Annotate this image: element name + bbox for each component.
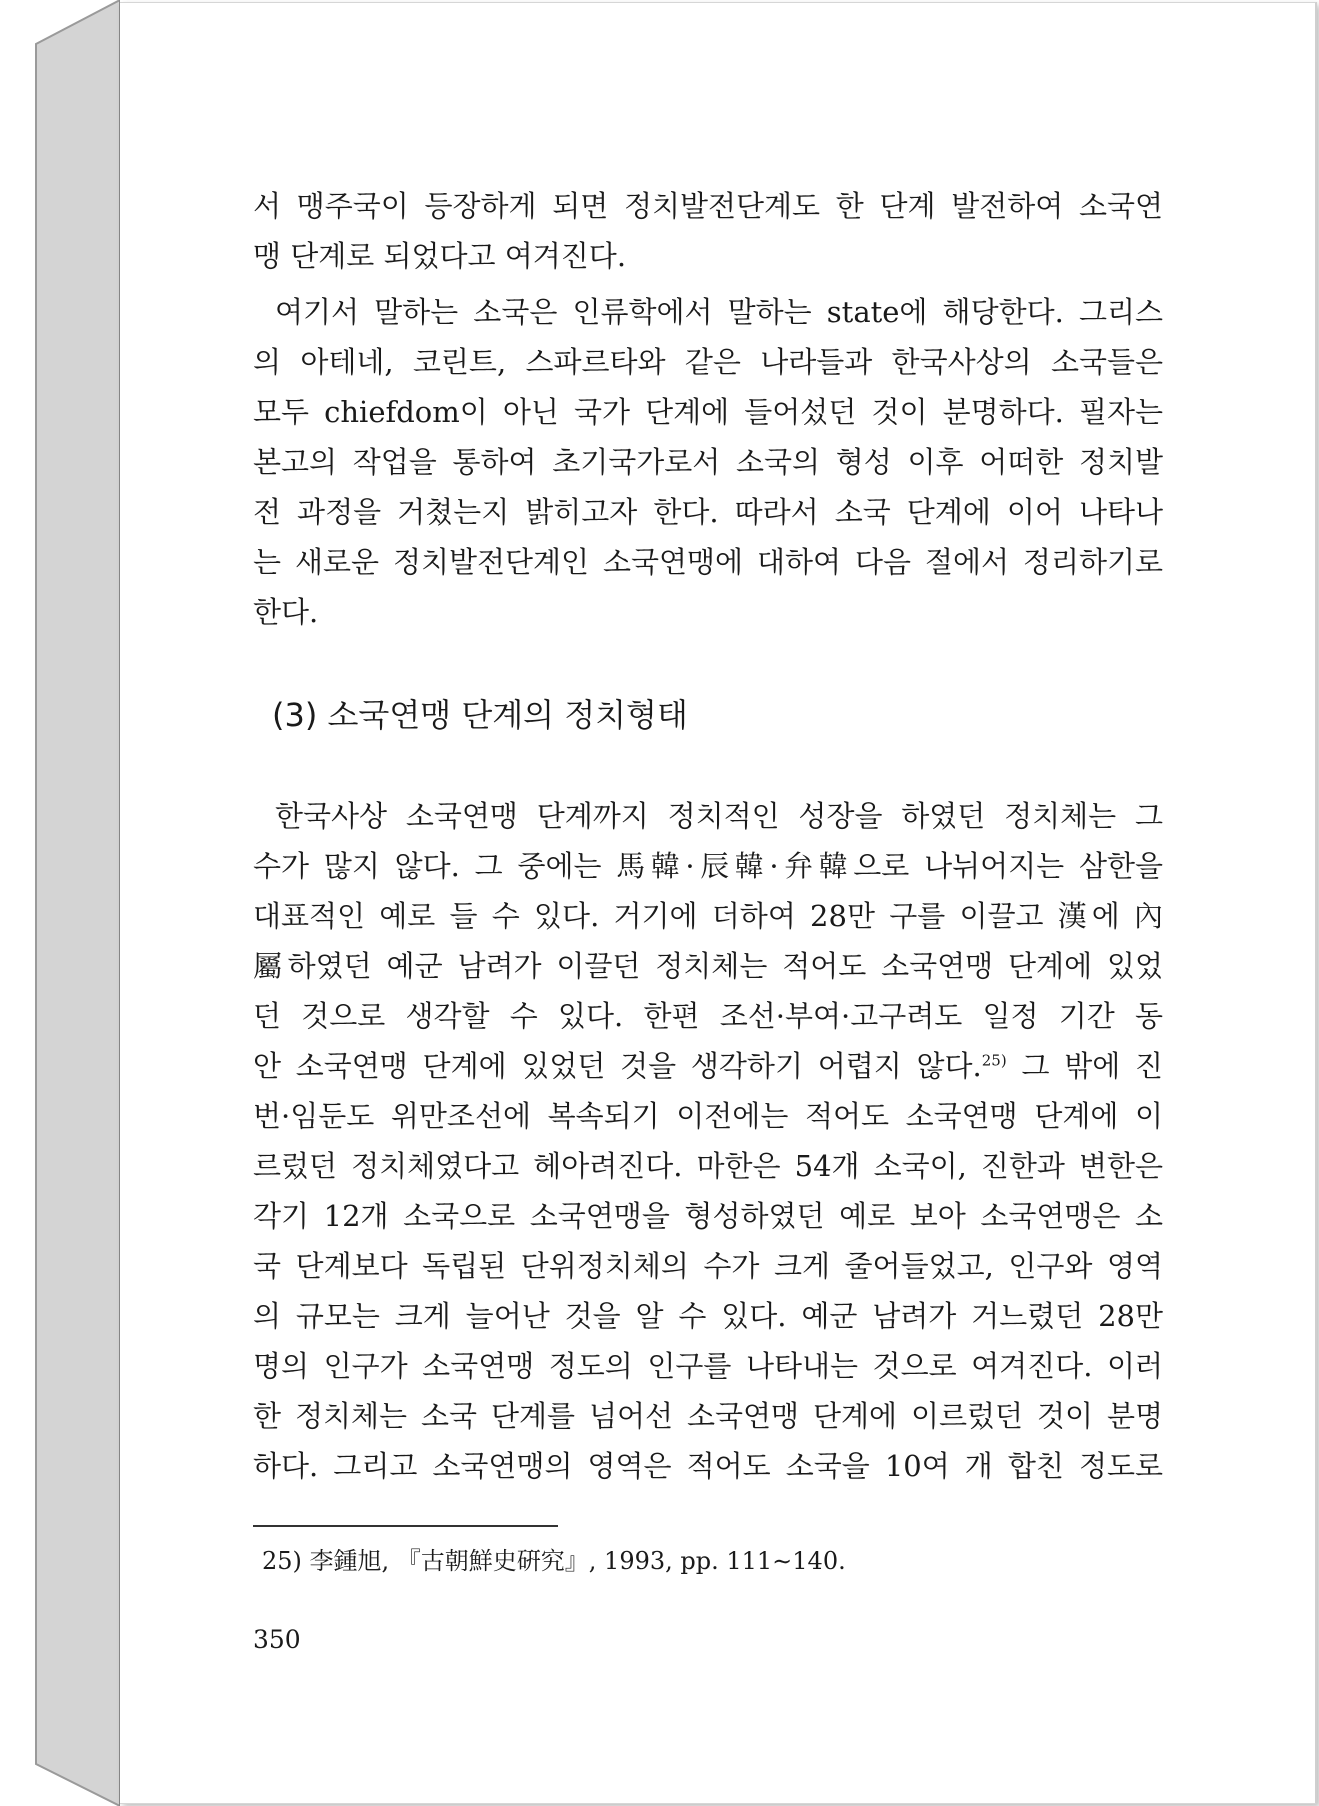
text-line: 한국사상 소국연맹 단계까지 정치적인 성장을 하였던 정치체는 그 <box>275 799 1163 833</box>
paragraph-3 <box>253 791 1163 1491</box>
text-line: 던 것으로 생각할 수 있다. 한편 조선·부여·고구려도 일정 기간 동 <box>253 999 1163 1033</box>
text-line: 한다. <box>253 595 319 629</box>
section-heading: (3) 소국연맹 단계의 정치형태 <box>272 696 688 734</box>
text-line: 한 정치체는 소국 단계를 넘어선 소국연맹 단계에 이르렀던 것이 분명 <box>253 1399 1163 1433</box>
text-line: 명의 인구가 소국연맹 정도의 인구를 나타내는 것으로 여겨진다. 이러 <box>253 1349 1163 1383</box>
paragraph-1 <box>253 181 1163 281</box>
text-line: 여기서 말하는 소국은 인류학에서 말하는 state에 해당한다. 그리스 <box>275 295 1163 329</box>
text-segment: 안 소국연맹 단계에 있었던 것을 생각하기 어렵지 않다. <box>253 1049 982 1083</box>
text-line: 번·임둔도 위만조선에 복속되기 이전에는 적어도 소국연맹 단계에 이 <box>253 1099 1163 1133</box>
text-line: 대표적인 예로 들 수 있다. 거기에 더하여 28만 구를 이끌고 漢에 內 <box>253 899 1163 933</box>
footnote-ref: 25) <box>981 1051 1007 1070</box>
text-line: 국 단계보다 독립된 단위정치체의 수가 크게 줄어들었고, 인구와 영역 <box>253 1249 1163 1283</box>
text-line: 맹 단계로 되었다고 여겨진다. <box>253 239 627 273</box>
text-line-with-footnote <box>253 1041 1163 1091</box>
text-line: 는 새로운 정치발전단계인 소국연맹에 대하여 다음 절에서 정리하기로 <box>253 545 1163 579</box>
text-line: 본고의 작업을 통하여 초기국가로서 소국의 형성 이후 어떠한 정치발 <box>253 445 1163 479</box>
paragraph-2 <box>253 287 1163 637</box>
book-spine <box>0 0 120 1806</box>
text-line: 서 맹주국이 등장하게 되면 정치발전단계도 한 단계 발전하여 소국연 <box>253 189 1163 223</box>
page-number: 350 <box>253 1625 301 1654</box>
text-line: 屬하였던 예군 남려가 이끌던 정치체는 적어도 소국연맹 단계에 있었 <box>253 949 1163 983</box>
text-line: 르렀던 정치체였다고 헤아려진다. 마한은 54개 소국이, 진한과 변한은 <box>253 1149 1163 1183</box>
text-line: 각기 12개 소국으로 소국연맹을 형성하였던 예로 보아 소국연맹은 소 <box>253 1199 1163 1233</box>
text-line: 전 과정을 거쳤는지 밝히고자 한다. 따라서 소국 단계에 이어 나타나 <box>253 495 1163 529</box>
text-segment: 그 밖에 진 <box>1006 1049 1163 1083</box>
text-line: 수가 많지 않다. 그 중에는 馬韓·辰韓·弁韓으로 나뉘어지는 삼한을 <box>253 849 1163 883</box>
text-line: 하다. 그리고 소국연맹의 영역은 적어도 소국을 10여 개 합친 정도로 <box>253 1449 1163 1483</box>
footnote: 25) 李鍾旭, 『古朝鮮史硏究』, 1993, pp. 111∼140. <box>262 1547 846 1575</box>
footnote-divider <box>253 1525 558 1527</box>
text-line: 의 아테네, 코린트, 스파르타와 같은 나라들과 한국사상의 소국들은 <box>253 345 1163 379</box>
text-line: 모두 chiefdom이 아닌 국가 단계에 들어섰던 것이 분명하다. 필자는 <box>253 395 1163 429</box>
text-line: 의 규모는 크게 늘어난 것을 알 수 있다. 예군 남려가 거느렸던 28만 <box>253 1299 1163 1333</box>
